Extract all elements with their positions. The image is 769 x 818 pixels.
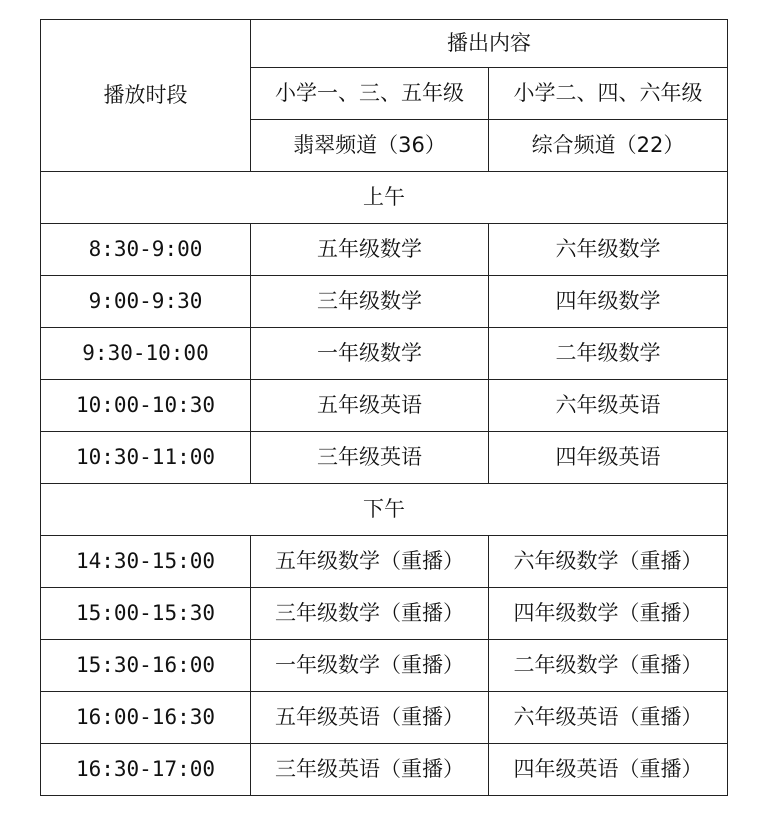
- time-slot-header: 播放时段: [41, 20, 251, 172]
- time-cell: 9:30-10:00: [41, 328, 251, 380]
- channel-b-program: 四年级英语: [489, 432, 728, 484]
- channel-a-program: 三年级数学（重播）: [251, 588, 489, 640]
- channel-b-program: 六年级英语（重播）: [489, 692, 728, 744]
- channel-a-program: 三年级英语（重播）: [251, 744, 489, 796]
- section-label: 下午: [41, 484, 728, 536]
- time-cell: 8:30-9:00: [41, 224, 251, 276]
- channel-a-program: 五年级英语（重播）: [251, 692, 489, 744]
- table-row: [41, 692, 728, 744]
- section-row-afternoon: [41, 484, 728, 536]
- channel-b-program: 二年级数学: [489, 328, 728, 380]
- time-cell: 16:00-16:30: [41, 692, 251, 744]
- header-row-1: [41, 20, 728, 68]
- channel-a-program: 一年级数学（重播）: [251, 640, 489, 692]
- channel-a-program: 三年级英语: [251, 432, 489, 484]
- time-cell: 9:00-9:30: [41, 276, 251, 328]
- section-row-morning: [41, 172, 728, 224]
- table-row: [41, 224, 728, 276]
- channel-b-program: 四年级数学（重播）: [489, 588, 728, 640]
- table-row: [41, 640, 728, 692]
- channel-b-program: 四年级数学: [489, 276, 728, 328]
- table-row: [41, 744, 728, 796]
- channel-a-program: 三年级数学: [251, 276, 489, 328]
- table-row: [41, 588, 728, 640]
- channel-b-program: 六年级英语: [489, 380, 728, 432]
- content-header: 播出内容: [251, 20, 728, 68]
- channel-b-program: 六年级数学（重播）: [489, 536, 728, 588]
- channel-a-program: 五年级数学: [251, 224, 489, 276]
- channel-b-header: 综合频道（22）: [489, 120, 728, 172]
- channel-a-header: 翡翠频道（36）: [251, 120, 489, 172]
- table-row: [41, 380, 728, 432]
- channel-b-program: 六年级数学: [489, 224, 728, 276]
- time-cell: 15:00-15:30: [41, 588, 251, 640]
- channel-a-program: 一年级数学: [251, 328, 489, 380]
- channel-b-program: 四年级英语（重播）: [489, 744, 728, 796]
- channel-a-program: 五年级数学（重播）: [251, 536, 489, 588]
- time-cell: 14:30-15:00: [41, 536, 251, 588]
- broadcast-schedule-table: [40, 19, 728, 796]
- channel-b-program: 二年级数学（重播）: [489, 640, 728, 692]
- time-cell: 16:30-17:00: [41, 744, 251, 796]
- table-row: [41, 536, 728, 588]
- grade-group-b-header: 小学二、四、六年级: [489, 68, 728, 120]
- table-row: [41, 276, 728, 328]
- table-row: [41, 328, 728, 380]
- time-cell: 10:00-10:30: [41, 380, 251, 432]
- section-label: 上午: [41, 172, 728, 224]
- table-row: [41, 432, 728, 484]
- time-cell: 10:30-11:00: [41, 432, 251, 484]
- grade-group-a-header: 小学一、三、五年级: [251, 68, 489, 120]
- channel-a-program: 五年级英语: [251, 380, 489, 432]
- time-cell: 15:30-16:00: [41, 640, 251, 692]
